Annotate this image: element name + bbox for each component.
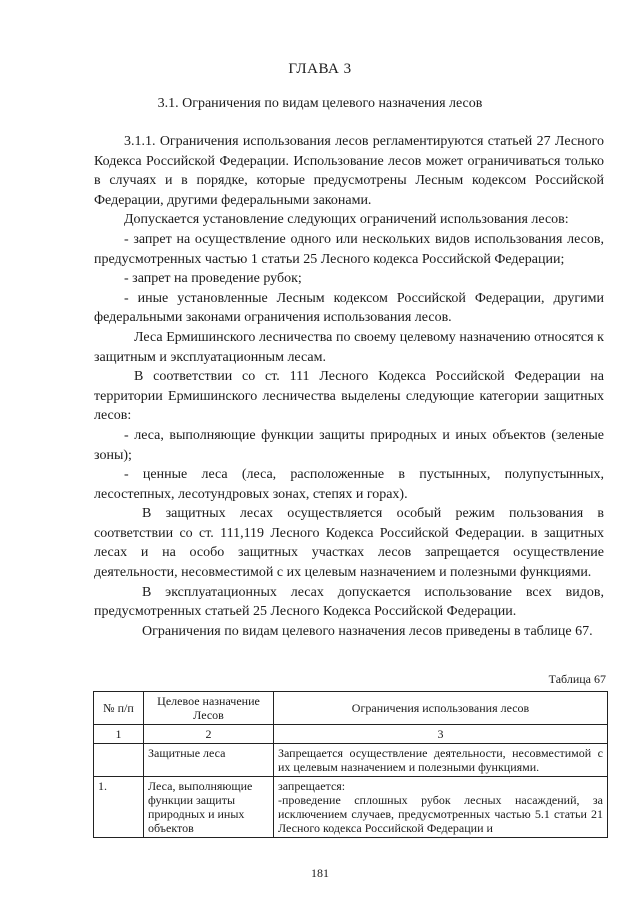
table-cell: 3 xyxy=(274,725,608,744)
body-text xyxy=(94,132,604,641)
restrictions-table xyxy=(93,691,608,838)
paragraph-restrictions: Допускается установление следующих ограничений использования лесов: xyxy=(124,212,569,228)
table-cell: 1. xyxy=(94,777,144,838)
paragraph-exploitation: В эксплуатационных лесах допускается использование всех видов, предусмотренных статьей 25 Лесного Кодекса Российской Федерации. xyxy=(94,584,604,620)
paragraph-article-111: В соответствии со ст. 111 Лесного Кодекса Российской Федерации на территории Ермишинского лесничества выделены следующие категории защитных лесов: xyxy=(94,369,604,424)
table-cell: 1 xyxy=(94,725,144,744)
table-cell: запрещается: -проведение сплошных рубок лесных насаждений, за исключением случаев, предусмотренных частью 5.1 статьи 21 Лесного кодекса Российской Федерации и xyxy=(274,777,608,838)
page-number: 181 xyxy=(311,866,329,880)
table-row xyxy=(94,744,608,777)
table-cell xyxy=(94,744,144,777)
table-header-cell: № п/п xyxy=(94,692,144,725)
list-item: - ценные леса (леса, расположенные в пустынных, полупустынных, лесостепных, лесотундровых зонах, степях и горах). xyxy=(94,467,604,502)
table-header-cell: Целевое назначение Лесов xyxy=(144,692,274,725)
table-header-row xyxy=(94,692,608,725)
list-item: - запрет на проведение рубок; xyxy=(124,271,302,287)
list-item: - запрет на осуществление одного или нескольких видов использования лесов, предусмотренных частью 1 статьи 25 Лесного кодекса Российской Федерации; xyxy=(94,231,604,267)
paragraph-table-reference: Ограничения по видам целевого назначения лесов приведены в таблице 67. xyxy=(142,623,593,639)
table-header-cell: Ограничения использования лесов xyxy=(274,692,608,725)
section-title: 3.1. Ограничения по видам целевого назначения лесов xyxy=(157,96,483,111)
paragraph-intro: 3.1.1. Ограничения использования лесов регламентируются статьей 27 Лесного Кодекса Российской Федерации. Использование лесов может ограничиваться только в случаях и в порядке, которые предусмотрены Лесным кодексом Российской Федерации, другими федеральными законами. xyxy=(94,134,604,208)
paragraph-forest-types: Леса Ермишинского лесничества по своему целевому назначению относятся к защитным и эксплуатационным лесам. xyxy=(94,329,604,365)
list-item: - иные установленные Лесным кодексом Российской Федерации, другими федеральными законами ограничения использования лесов. xyxy=(94,290,604,326)
table-cell: Защитные леса xyxy=(144,744,274,777)
list-item: - леса, выполняющие функции защиты природных и иных объектов (зеленые зоны); xyxy=(94,427,604,463)
table-cell: Леса, выполняющие функции защиты природных и иных объектов xyxy=(144,777,274,838)
chapter-title: ГЛАВА 3 xyxy=(288,61,352,77)
table-cell: Запрещается осуществление деятельности, несовместимой с их целевым назначением и полезными функциями. xyxy=(274,744,608,777)
paragraph-protective-regime: В защитных лесах осуществляется особый режим пользования в соответствии со ст. 111,119 Лесного Кодекса Российской Федерации. в защитных лесах и на особо защитных участках лесов запрещается осуществление деятельности, несовместимой с их целевым назначением и полезными функциями. xyxy=(94,506,604,581)
table-index-row xyxy=(94,725,608,744)
table-row xyxy=(94,777,608,838)
table-cell: 2 xyxy=(144,725,274,744)
table-caption: Таблица 67 xyxy=(548,672,606,686)
